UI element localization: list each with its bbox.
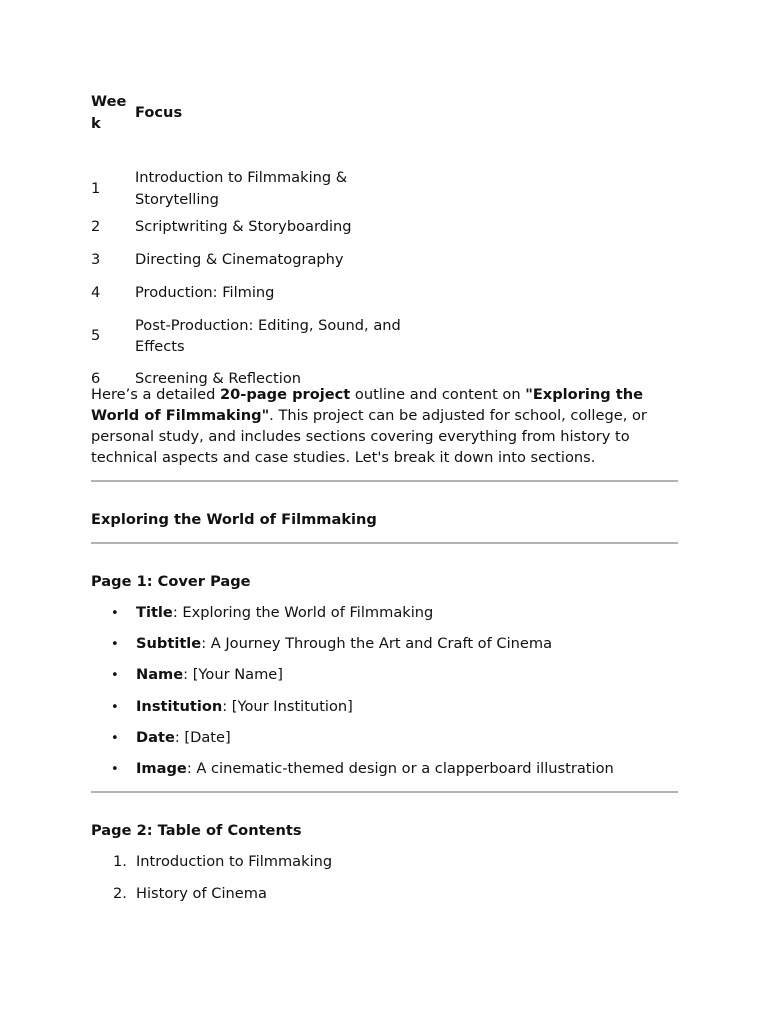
- week-cell: 4: [91, 283, 101, 301]
- table-row: [91, 276, 425, 309]
- toc-item-text: Introduction to Filmmaking: [136, 853, 333, 870]
- focus-cell: Scriptwriting & Storyboarding: [135, 217, 352, 235]
- item-number: 1.: [113, 853, 127, 870]
- toc-item-text: History of Cinema: [136, 885, 267, 902]
- divider: [91, 791, 678, 793]
- list-item: [91, 602, 614, 633]
- item-value: : A cinematic-themed design or a clapperboard illustration: [186, 759, 614, 777]
- divider: [91, 480, 678, 482]
- table-row: [91, 210, 425, 243]
- focus-cell: Production: Filming: [135, 283, 275, 301]
- table-row: [91, 309, 425, 363]
- intro-paragraph: [91, 384, 678, 468]
- divider: [91, 542, 678, 544]
- list-item: [91, 727, 614, 758]
- item-value: : [Your Institution]: [222, 697, 353, 715]
- item-label: Title: [136, 604, 173, 621]
- cover-page-list: [91, 602, 614, 789]
- table-row: [91, 243, 425, 276]
- item-label: Image: [136, 759, 187, 777]
- item-value: : [Your Name]: [183, 666, 283, 684]
- list-item: [91, 851, 332, 883]
- focus-cell: Post-Production: Editing, Sound, and Effects: [135, 316, 401, 355]
- list-item: [91, 633, 614, 664]
- intro-bold: 20-page project: [219, 386, 351, 403]
- intro-text: Here’s a detailed: [91, 386, 220, 403]
- table-header-row: [91, 91, 425, 134]
- list-item: [91, 883, 332, 915]
- focus-cell: Screening & Reflection: [135, 370, 302, 388]
- item-value: : Exploring the World of Filmmaking: [172, 604, 434, 621]
- item-value: : [Date]: [174, 728, 231, 746]
- week-cell: 5: [91, 327, 101, 345]
- document-title: Exploring the World of Filmmaking: [91, 511, 377, 528]
- list-item: [91, 664, 614, 695]
- focus-header: Focus: [135, 103, 183, 121]
- bullet: •: [111, 699, 119, 715]
- week-cell: 6: [91, 370, 101, 388]
- intro-bold: "Exploring the World of Filmmaking": [91, 386, 644, 424]
- week-cell: 3: [91, 250, 101, 268]
- table-row: [91, 167, 425, 210]
- bullet: •: [111, 606, 119, 621]
- bullet: •: [111, 637, 119, 653]
- item-label: Name: [136, 666, 184, 684]
- list-item: [91, 758, 614, 789]
- focus-cell: Directing & Cinematography: [135, 250, 344, 268]
- bullet: •: [111, 730, 119, 746]
- bullet: •: [111, 761, 119, 777]
- intro-text: outline and content on: [350, 386, 526, 403]
- toc-heading: Page 2: Table of Contents: [91, 822, 302, 839]
- table-row: [91, 134, 425, 167]
- list-item: [91, 696, 614, 727]
- schedule-table: [91, 91, 425, 395]
- week-cell: 2: [91, 217, 101, 235]
- item-label: Date: [136, 728, 175, 746]
- intro-text: . This project can be adjusted for school, college, or personal study, and includes sections covering everything from history to technical aspects and case studies. Let's break it down into sections.: [91, 407, 647, 466]
- item-value: : A Journey Through the Art and Craft of Cinema: [201, 635, 553, 653]
- toc-list: [91, 851, 332, 915]
- week-cell: 1: [91, 179, 101, 197]
- cover-page-heading: Page 1: Cover Page: [91, 573, 251, 590]
- focus-cell: Introduction to Filmmaking & Storytelling: [135, 169, 348, 208]
- bullet: •: [111, 668, 119, 684]
- item-label: Subtitle: [136, 635, 202, 653]
- week-header: Week: [91, 93, 127, 132]
- item-label: Institution: [136, 697, 223, 715]
- item-number: 2.: [113, 885, 127, 902]
